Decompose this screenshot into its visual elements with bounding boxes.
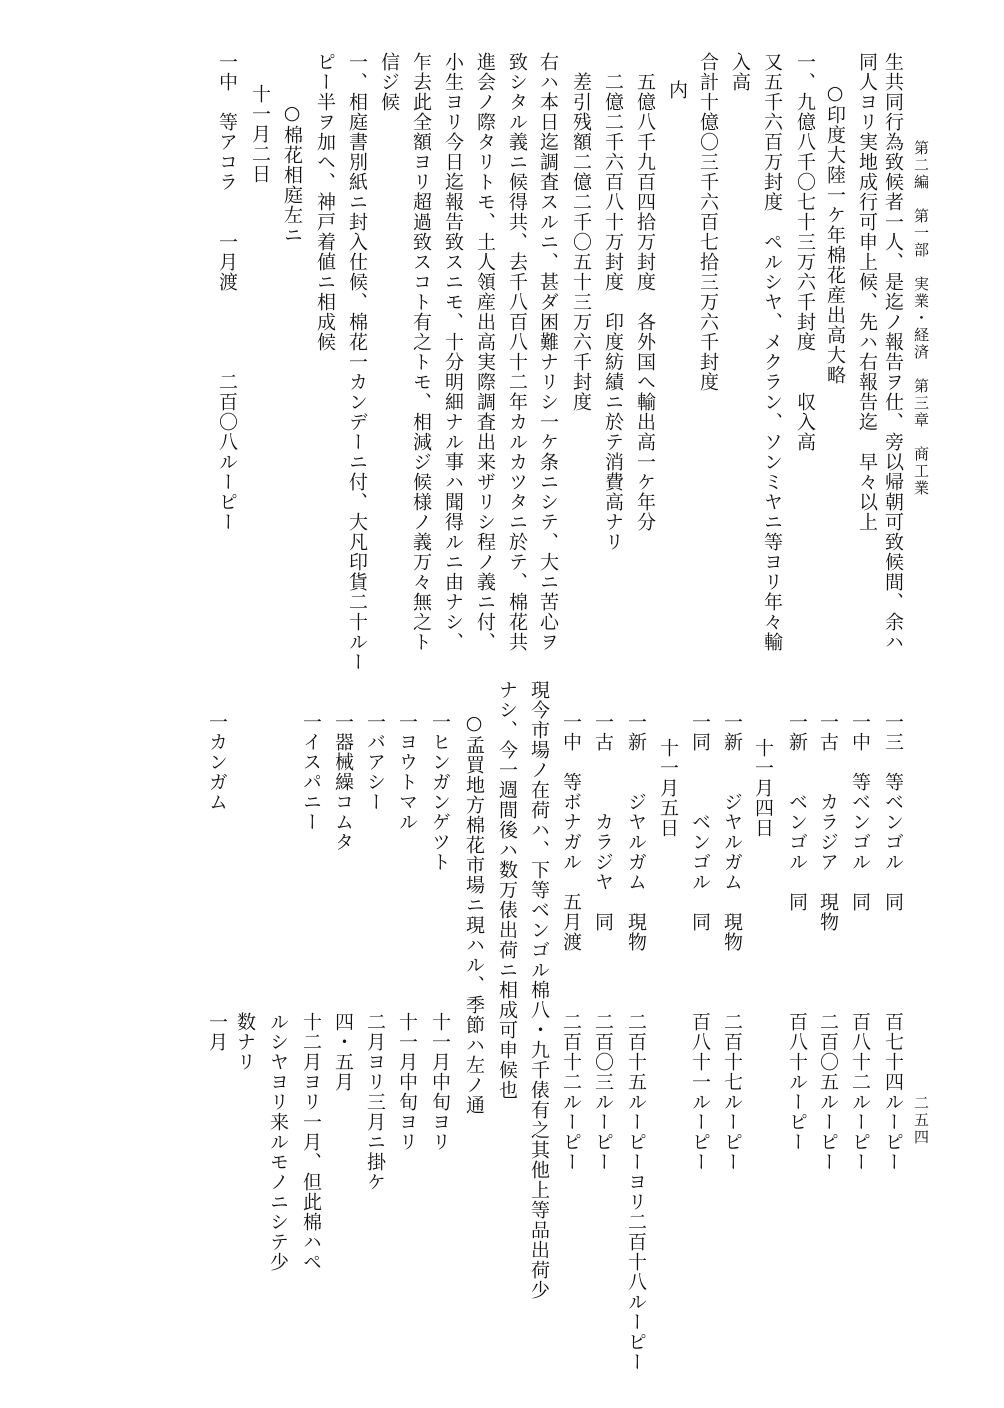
- upper-text-column: 右ハ本日迄調査スルニ、甚ダ困難ナリシ一ケ条ニシテ、大ニ苦心ヲ: [537, 52, 559, 652]
- lower-text-column: 一新 ベンゴル 同 百八十ルーピー: [786, 712, 808, 1152]
- lower-text-column: ルシヤヨリ来ルモノニシテ少: [267, 712, 289, 1272]
- upper-text-column: 小生ヨリ今日迄報告致スニモ、十分明細ナル事ハ聞得ルニ由ナシ、: [442, 52, 464, 652]
- lower-text-column: 一器械繰コムタ 四・五月: [332, 712, 354, 1092]
- page-number: 二五四: [912, 1095, 930, 1146]
- lower-text-column: 一古 カラジア 現物 二百〇五ルーピー: [817, 712, 839, 1172]
- upper-text-column: ピー半ヲ加ヘ、神戸着値ニ相成候: [314, 52, 336, 352]
- lower-text-column: 現今市場ノ在荷ハ、下等ベンゴル棉八・九千俵有之其他上等品出荷少: [528, 680, 550, 1300]
- upper-text-column: 進会ノ際タリトモ、土人領産出高実際調査出来ザリシ程ノ義ニ付、: [474, 52, 496, 652]
- lower-text-column: 一中 等ベンゴル 同 百八十二ルーピー: [849, 712, 871, 1172]
- lower-text-column: 一バアシー 二月ヨリ三月ニ掛ケ: [364, 712, 386, 1192]
- upper-text-column: 内: [666, 80, 688, 100]
- running-title: 第二編 第一部 実業・経済 第三章 商工業: [912, 140, 930, 497]
- upper-text-column: 又五千六百万封度 ペルシヤ、メクラン、ソンミヤニ等ヨリ年々輸: [761, 52, 783, 652]
- lower-text-column: 一三 等ベンゴル 同 百七十四ルーピー: [882, 712, 904, 1172]
- lower-text-column: ○孟買地方棉花市場ニ現ハル、季節ハ左ノ通: [463, 712, 485, 1115]
- upper-text-column: 一、相庭書別紙ニ封入仕候、棉花一カンデーニ付、大凡印貨二十ルー: [346, 52, 368, 672]
- upper-text-column: ○印度大陸一ケ年棉花産出高大略: [824, 82, 846, 385]
- lower-text-column: 一新 ジヤルガム 現物 二百十五ルーピーヨリ二百十八ルーピー: [625, 712, 647, 1372]
- lower-text-column: 一イスパニー 十二月ヨリ一月、但此棉ハペ: [300, 712, 322, 1272]
- upper-text-column: 信ジ候: [378, 52, 400, 112]
- upper-text-column: 差引残額二億二千〇五十三万六千封度: [570, 72, 592, 412]
- upper-text-column: 一、九億八千〇七十三万六千封度 収入高: [794, 52, 816, 452]
- lower-text-column: 十一月五日: [657, 738, 679, 838]
- lower-text-column: 数ナリ: [234, 712, 256, 1072]
- upper-text-column: 致シタル義ニ候得共、去千八百八十二年カルカツタニ於テ、棉花共: [506, 52, 528, 652]
- upper-text-column: 五億八千九百四拾万封度 各外国へ輸出高一ケ年分: [634, 72, 656, 532]
- upper-text-column: 一中 等アコラ 一月渡 二百〇八ルーピー: [216, 52, 238, 532]
- lower-text-column: 一新 ジヤルガム 現物 二百十七ルーピー: [721, 712, 743, 1172]
- lower-text-column: 一中 等ボナガル 五月渡 二百十二ルーピー: [560, 712, 582, 1172]
- lower-text-column: 一同 ベンゴル 同 百八十一ルーピー: [689, 712, 711, 1172]
- upper-text-column: 二億二千六百八十万封度 印度紡績ニ於テ消費高ナリ: [602, 72, 624, 552]
- lower-text-column: 一古 カラジヤ 同 二百〇三ルーピー: [592, 712, 614, 1172]
- lower-text-column: 十一月四日: [752, 738, 774, 838]
- upper-text-column: 同人ヨリ実地成行可申上候、先ハ右報告迄 早々以上: [856, 52, 878, 532]
- upper-text-column: 乍去此全額ヨリ超過致スコト有之トモ、相減ジ候様ノ義万々無之ト: [410, 52, 432, 652]
- upper-text-column: ○棉花相庭左ニ: [281, 102, 303, 245]
- upper-text-column: 生共同行為致候者一人、是迄ノ報告ヲ仕、旁以帰朝可致候間、余ハ: [882, 52, 904, 652]
- upper-text-column: 入高: [729, 52, 751, 92]
- lower-text-column: 一カンガム 一月: [206, 712, 228, 1052]
- upper-text-column: 十一月二日: [249, 84, 271, 184]
- upper-text-column: 合計十億〇三千六百七拾三万六千封度: [697, 52, 719, 392]
- lower-text-column: 一ヒンガンゲツト 十一月中旬ヨリ: [429, 712, 451, 1152]
- lower-text-column: ナシ、今一週間後ハ数万俵出荷ニ相成可申候也: [496, 680, 518, 1100]
- lower-text-column: 一ヨウトマル 十一月中旬ヨリ: [396, 712, 418, 1152]
